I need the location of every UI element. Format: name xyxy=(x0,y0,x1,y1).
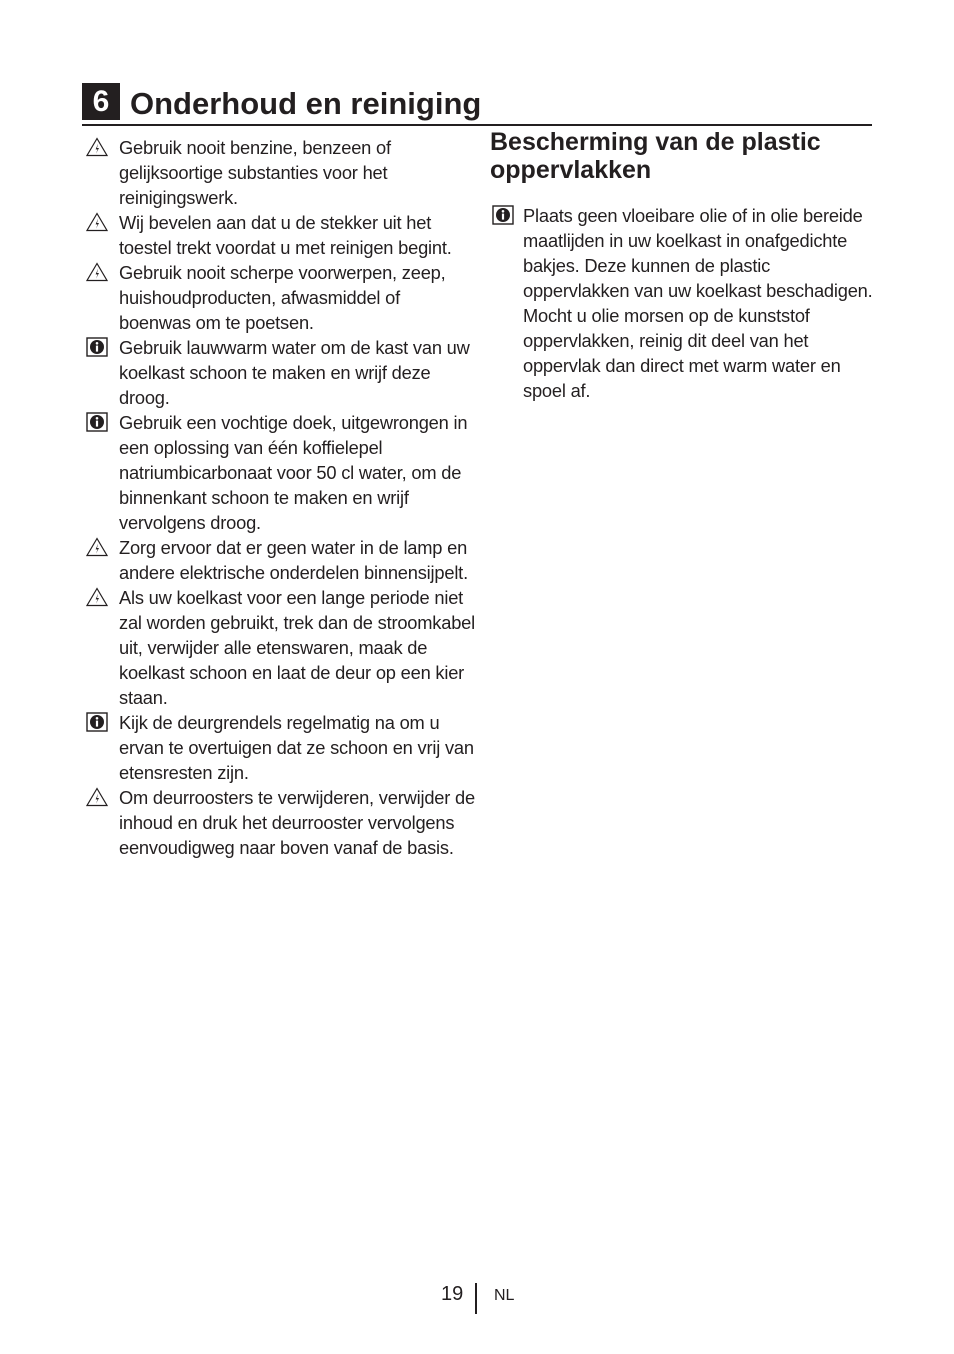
warning-icon xyxy=(86,537,108,557)
list-item xyxy=(84,210,476,260)
footer-divider xyxy=(475,1283,477,1314)
right-column xyxy=(490,128,875,403)
item-text: Gebruik nooit benzine, benzeen of gelijksoortige substanties voor het reinigingswerk. xyxy=(119,137,391,208)
item-text: Gebruik nooit scherpe voorwerpen, zeep, huishoudproducten, afwasmiddel of boenwas om te poetsen. xyxy=(119,262,446,333)
item-text: Gebruik een vochtige doek, uitgewrongen in een oplossing van één koffielepel natriumbicarbonaat voor 50 cl water, om de binnenkant schoon te maken en wrijf vervolgens droog. xyxy=(119,412,468,533)
page-number: 19 xyxy=(441,1283,464,1305)
item-text: Zorg ervoor dat er geen water in de lamp en andere elektrische onderdelen binnensijpelt. xyxy=(119,537,468,583)
warning-icon xyxy=(86,137,108,157)
list-item xyxy=(84,135,476,210)
warning-icon xyxy=(86,262,108,282)
item-text: Gebruik lauwwarm water om de kast van uw koelkast schoon te maken en wrijf deze droog. xyxy=(119,337,470,408)
section-title: Bescherming van de plastic oppervlakken xyxy=(490,128,821,184)
list-item xyxy=(84,410,476,535)
list-item xyxy=(84,585,476,710)
item-text: Kijk de deurgrendels regelmatig na om u ervan te overtuigen dat ze schoon en vrij van etensresten zijn. xyxy=(119,712,474,783)
item-text: Wij bevelen aan dat u de stekker uit het toestel trekt voordat u met reinigen begint. xyxy=(119,212,452,258)
warning-icon xyxy=(86,212,108,232)
page-footer xyxy=(0,1281,954,1313)
list-item xyxy=(84,335,476,410)
info-icon xyxy=(86,712,108,732)
list-item xyxy=(84,785,476,860)
list-item xyxy=(490,203,875,403)
left-column xyxy=(84,135,476,860)
item-text: Om deurroosters te verwijderen, verwijder de inhoud en druk het deurrooster vervolgens eenvoudigweg naar boven vanaf de basis. xyxy=(119,787,475,858)
info-icon xyxy=(86,337,108,357)
item-text: Plaats geen vloeibare olie of in olie bereide maatlijden in uw koelkast in onafgedichte bakjes. Deze kunnen de plastic oppervlakken van uw koelkast beschadigen. Mocht u olie morsen op de kunststof oppervlakken, reinig dit deel van het oppervlak dan direct met warm water en spoel af. xyxy=(523,205,873,401)
chapter-number: 6 xyxy=(82,83,120,120)
warning-icon xyxy=(86,587,108,607)
list-item xyxy=(84,535,476,585)
info-icon xyxy=(86,412,108,432)
list-item xyxy=(84,710,476,785)
info-icon xyxy=(492,205,514,225)
item-text: Als uw koelkast voor een lange periode niet zal worden gebruikt, trek dan de stroomkabel uit, verwijder alle etenswaren, maak de koelkast schoon en laat de deur op een kier staan. xyxy=(119,587,476,708)
page-title: Onderhoud en reiniging xyxy=(130,86,482,121)
language-code: NL xyxy=(494,1287,515,1304)
list-item xyxy=(84,260,476,335)
warning-icon xyxy=(86,787,108,807)
chapter-header xyxy=(82,82,872,126)
